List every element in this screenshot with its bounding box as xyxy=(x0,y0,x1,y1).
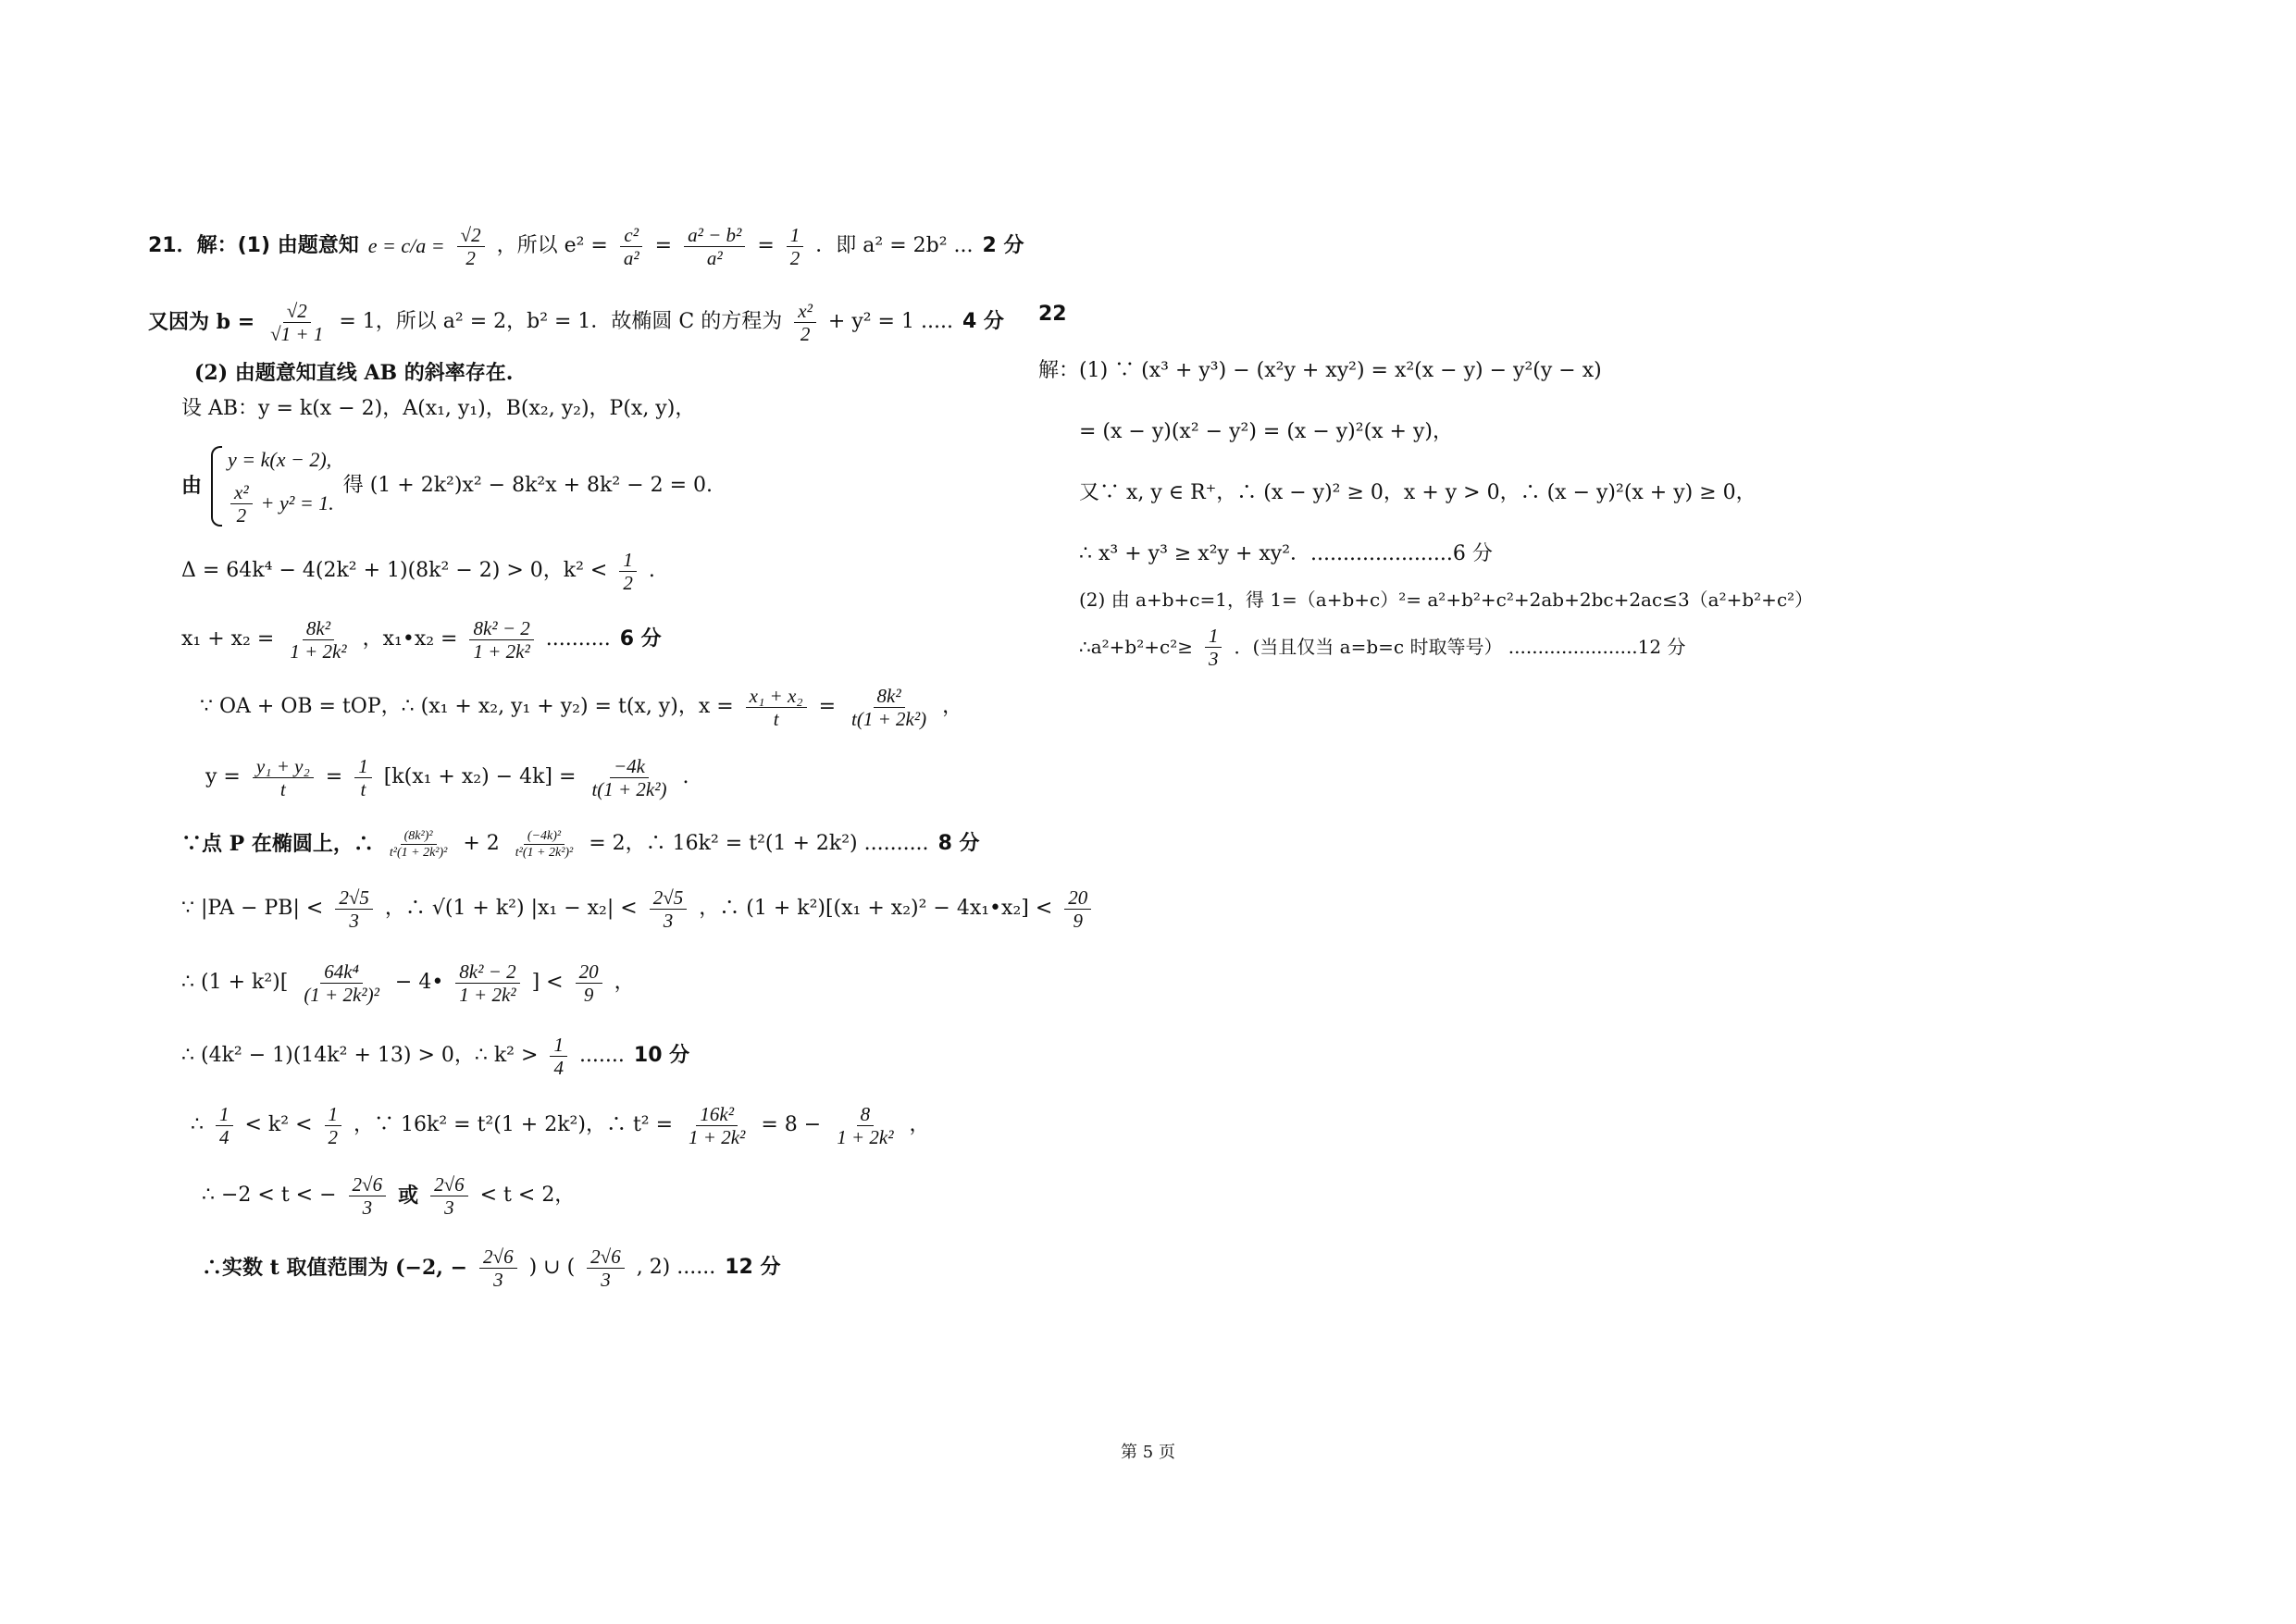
fraction: $\frac{1}{3}$ xyxy=(1205,625,1222,670)
score-mark: 8 分 xyxy=(937,832,980,855)
p21-line-14: ∴ $\frac{1}{4}$ < k² < $\frac{1}{2}$ ，∵ 16k² = t²(1 + 2k²)，∴ t² = $\frac{\text{16k²}}{\text{1 + 2k²}}$ = 8 − $\frac{8}{\text{1 + 2k²}}$ ， xyxy=(191,1102,930,1148)
score-mark: 12 分 xyxy=(725,1256,781,1279)
p21-line-6: Δ = 64k⁴ − 4(2k² + 1)(8k² − 2) > 0，k² < $\frac{1}{2}$ . xyxy=(181,548,655,594)
p21-line-3: (2) 由题意知直线 AB 的斜率存在. xyxy=(194,361,514,385)
fraction: $\frac{-4k}{\text{t(1 + 2k²)}}$ xyxy=(591,754,667,800)
p22-number: 22 xyxy=(1038,303,1067,326)
fraction: $\frac{\text{x²}}{2}$ xyxy=(794,300,816,345)
fraction: $\frac{\text{c²}}{\text{a²}}$ xyxy=(620,224,643,269)
p21-line-7: x₁ + x₂ = $\frac{\text{8k²}}{\text{1 + 2k²}}$ ，x₁•x₂ = $\frac{\text{8k² − 2}}{\text{1 + 2k²}}$ .......... 6 分 xyxy=(181,616,662,663)
fraction: $\frac{\text{x₁ + x₂}}{t}$ xyxy=(746,685,807,730)
p22-line-3: 又∵ x, y ∈ R⁺，∴ (x − y)² ≥ 0，x + y > 0，∴ (x − y)²(x + y) ≥ 0， xyxy=(1079,481,1756,504)
fraction: $\frac{2√6}{3}$ xyxy=(479,1246,517,1291)
fraction: $\frac{\text{(−4k)²}}{\text{t²(1 + 2k²)²}}$ xyxy=(515,828,574,860)
score-mark: 6 分 xyxy=(619,627,662,651)
fraction: $\frac{2√6}{3}$ xyxy=(587,1246,625,1291)
fraction: $\frac{20}{9}$ xyxy=(576,961,602,1006)
fraction: $\frac{\text{y₁ + y₂}}{t}$ xyxy=(253,755,314,800)
p21-line-11: ∵ |PA − PB| < $\frac{2√5}{3}$ ，∴ √(1 + k²) |x₁ − x₂| < $\frac{2√5}{3}$ ，∴ (1 + k²)[(x₁ + x₂)² − 4x₁•x₂] < $\frac{20}{9}$ xyxy=(181,883,1094,935)
equation-system: y = k(x − 2), $\frac{\text{x²}}{2}$ + y² = 1. xyxy=(211,446,334,527)
fraction: $\frac{2√6}{3}$ xyxy=(349,1173,387,1219)
fraction: $\frac{1}{4}$ xyxy=(550,1034,567,1079)
p22-line-1: 解：(1) ∵ (x³ + y³) − (x²y + xy²) = x²(x − y) − y²(y − x) xyxy=(1038,359,1602,382)
score-mark: 10 分 xyxy=(633,1044,690,1067)
p22-line-6: ∴a²+b²+c²≥ $\frac{1}{3}$ ．(当且仅当 a=b=c 时取等号） ......................12 分 xyxy=(1079,624,1686,670)
p21-line-5: 由 y = k(x − 2), $\frac{\text{x²}}{2}$ + y² = 1. 得 (1 + 2k²)x² − 8k²x + 8k² − 2 = 0. xyxy=(181,447,714,527)
p21-line-15: ∴ −2 < t < − $\frac{2√6}{3}$ 或 $\frac{2√6}{3}$ < t < 2， xyxy=(202,1172,576,1219)
p21-line-8: ∵ OA + OB = tOP，∴ (x₁ + x₂, y₁ + y₂) = t(x, y)，x = $\frac{\text{x₁ + x₂}}{t}$ = $\frac{\text{8k²}}{\text{t(1 + 2k²)}}$ ， xyxy=(200,684,963,730)
fraction: $\frac{1}{2}$ xyxy=(619,549,637,594)
p21-head: 21．解：(1) 由题意知 xyxy=(148,234,359,257)
fraction: $\frac{2√6}{3}$ xyxy=(430,1173,468,1219)
p21-line-16: ∴实数 t 取值范围为 (−2, − $\frac{2√6}{3}$ ) ∪ ( $\frac{2√6}{3}$ , 2) ...... 12 分 xyxy=(202,1245,781,1291)
fraction: $\frac{1}{2}$ xyxy=(787,224,804,269)
fraction: $\frac{2√5}{3}$ xyxy=(650,886,688,932)
fraction: $\frac{1}{2}$ xyxy=(325,1103,342,1148)
p21-line-13: ∴ (4k² − 1)(14k² + 13) > 0，∴ k² > $\frac{1}{4}$ ....... 10 分 xyxy=(181,1033,690,1079)
score-mark: 4 分 xyxy=(962,310,1004,333)
fraction: $\frac{\text{8k² − 2}}{\text{1 + 2k²}}$ xyxy=(455,961,519,1006)
page-number: 第 5 页 xyxy=(1121,1443,1175,1462)
p21-line-12: ∴ (1 + k²)[ $\frac{\text{64k⁴}}{\text{(1 + 2k²)²}}$ − 4• $\frac{\text{8k² − 2}}{\text{1 + 2k²}}$ ] < $\frac{20}{9}$ ， xyxy=(181,960,635,1006)
fraction: $\frac{1}{4}$ xyxy=(216,1103,233,1148)
fraction: $\frac{\text{(8k²)²}}{\text{t²(1 + 2k²)²}}$ xyxy=(389,828,448,860)
p22-line-4: ∴ x³ + y³ ≥ x²y + xy²．......................6 分 xyxy=(1079,542,1493,565)
score-mark: 2 分 xyxy=(982,234,1024,257)
fraction: $\frac{\text{8k²}}{\text{1 + 2k²}}$ xyxy=(290,616,347,663)
fraction: $\frac{1}{t}$ xyxy=(354,755,372,800)
fraction: $\frac{√2}{2}$ xyxy=(457,224,485,269)
p22-line-2: = (x − y)(x² − y²) = (x − y)²(x + y)， xyxy=(1079,420,1453,443)
fraction: $\frac{8}{\text{1 + 2k²}}$ xyxy=(837,1102,894,1148)
p21-line-4: 设 AB：y = k(x − 2)，A(x₁, y₁)，B(x₂, y₂)，P(x, y)， xyxy=(181,397,696,420)
fraction: $\frac{2√5}{3}$ xyxy=(335,886,373,932)
fraction: $\frac{\text{8k²}}{\text{t(1 + 2k²)}}$ xyxy=(851,684,927,730)
fraction: $\frac{√2}{√1 + 1}$ xyxy=(270,299,324,345)
p21-line-10: ∵点 P 在椭圆上，∴ $\frac{\text{(8k²)²}}{\text{t²(1 + 2k²)²}}$ + 2 $\frac{\text{(−4k)²}}{\text{t²(1 + 2k²)²}}$ = 2，∴ 16k² = t²(1 + 2k²) .......... 8 分 xyxy=(181,828,980,860)
fraction: $\frac{20}{9}$ xyxy=(1064,886,1091,932)
p21-line-9: y = $\frac{\text{y₁ + y₂}}{t}$ = $\frac{1}{t}$ [k(x₁ + x₂) − 4k] = $\frac{-4k}{\text{t(1 + 2k²)}}$ . xyxy=(205,754,689,800)
fraction: $\frac{\text{16k²}}{\text{1 + 2k²}}$ xyxy=(689,1102,746,1148)
p21-line-2: 又因为 b = $\frac{√2}{√1 + 1}$ = 1，所以 a² = 2，b² = 1．故椭圆 C 的方程为 $\frac{\text{x²}}{2}$ + y² = 1 ..... 4 分 xyxy=(148,299,1004,345)
fraction: $\frac{\text{64k⁴}}{\text{(1 + 2k²)²}}$ xyxy=(304,960,379,1006)
fraction: $\frac{\text{8k² − 2}}{\text{1 + 2k²}}$ xyxy=(469,617,533,663)
fraction: $\frac{\text{a² − b²}}{\text{a²}}$ xyxy=(684,224,745,269)
p22-line-5: (2) 由 a+b+c=1，得 1=（a+b+c）²= a²+b²+c²+2ab+2bc+2ac≤3（a²+b²+c²） xyxy=(1079,589,1814,611)
p21-line-1: 21．解：(1) 由题意知 e = c/a = $\frac{√2}{2}$ ，所以 e² = $\frac{\text{c²}}{\text{a²}}$ = $\frac{\text{a² − b²}}{\text{a²}}$ = $\frac{1}{2}$ ．即 a² = 2b² ... 2 分 xyxy=(148,223,1024,269)
